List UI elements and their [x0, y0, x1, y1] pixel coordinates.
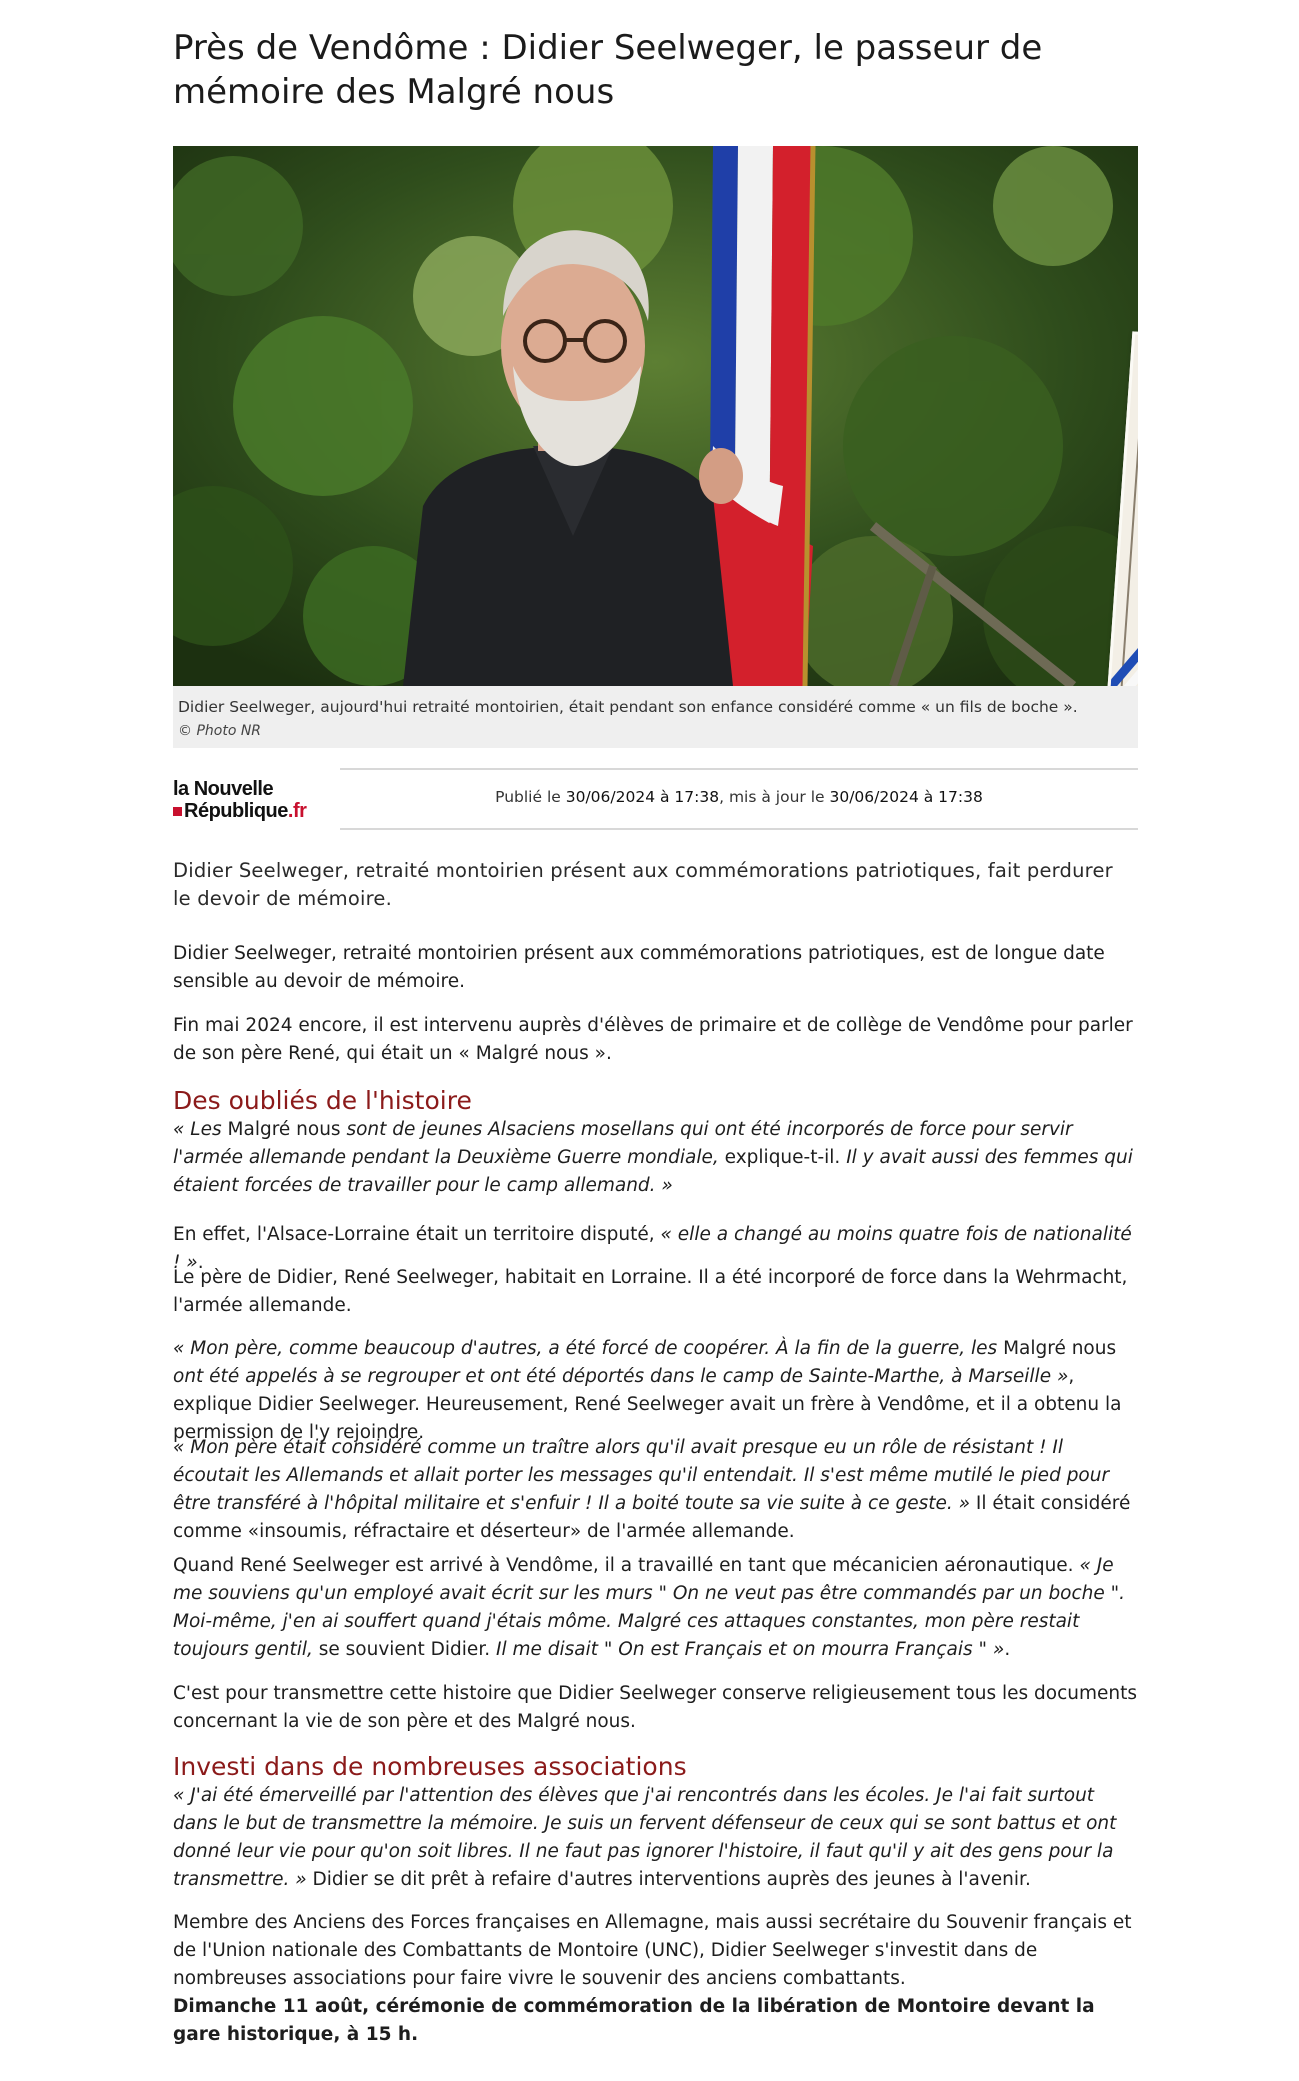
logo-line1: la Nouvelle: [173, 778, 274, 800]
publication-meta: Publié le 30/06/2024 à 17:38, mis à jour le 30/06/2024 à 17:38: [495, 788, 983, 806]
meta-divider-bottom: [340, 828, 1138, 830]
photo-illustration: [173, 146, 1138, 686]
article-title: Près de Vendôme : Didier Seelweger, le passeur de mémoire des Malgré nous: [173, 28, 1043, 112]
caption-text: Didier Seelweger, aujourd'hui retraité montoirien, était pendant son enfance considéré comme « un fils de boche ».: [178, 698, 1078, 716]
photo-credit: © Photo NR: [178, 723, 262, 739]
paragraph: « Mon père était considéré comme un traître alors qu'il avait presque eu un rôle de résistant ! Il écoutait les Allemands et allait porter les messages qu'il entendait. Il s'est même mutilé le pied pour être transféré à l'hôpital militaire et s'enfuir ! Il a boité toute sa vie suite à ce geste. » Il était considéré comme «insoumis, réfractaire et déserteur» de l'armée allemande.: [173, 1437, 1131, 1542]
logo-mark-icon: [173, 807, 182, 816]
paragraph: Didier Seelweger, retraité montoirien présent aux commémorations patriotiques, est de longue date sensible au devoir de mémoire.: [173, 943, 1105, 992]
paragraph: En effet, l'Alsace-Lorraine était un territoire disputé, « elle a changé au moins quatre fois de nationalité ! ».: [173, 1224, 1132, 1273]
paragraph: Le père de Didier, René Seelweger, habitait en Lorraine. Il a été incorporé de force dans la Wehrmacht, l'armée allemande.: [173, 1267, 1128, 1316]
event-announcement: Dimanche 11 août, cérémonie de commémoration de la libération de Montoire devant la gare historique, à 15 h.: [173, 1996, 1095, 2045]
meta-divider-top: [340, 768, 1138, 770]
photo-caption: [173, 686, 1138, 748]
published-date: 30/06/2024 à 17:38: [565, 788, 720, 806]
paragraph: C'est pour transmettre cette histoire que Didier Seelweger conserve religieusement tous les documents concernant la vie de son père et des Malgré nous.: [173, 1683, 1138, 1732]
paragraph: « J'ai été émerveillé par l'attention des élèves que j'ai rencontrés dans les écoles. Je l'ai fait surtout dans le but de transmettre la mémoire. Je suis un fervent défenseur de ceux qui se sont battus et ont donné leur vie pour qu'on soit libres. Il ne faut pas ignorer l'histoire, il faut qu'il y ait des gens pour la transmettre. » Didier se dit prêt à refaire d'autres interventions auprès des jeunes à l'avenir.: [173, 1785, 1117, 1890]
article-lead: Didier Seelweger, retraité montoirien présent aux commémorations patriotiques, fait perdurer le devoir de mémoire.: [173, 859, 1113, 910]
section-heading: Investi dans de nombreuses associations: [173, 1752, 687, 1781]
updated-date: 30/06/2024 à 17:38: [829, 788, 983, 806]
paragraph: « Mon père, comme beaucoup d'autres, a été forcé de coopérer. À la fin de la guerre, les Malgré nous ont été appelés à se regrouper et ont été déportés dans le camp de Sainte-Marthe, à Marseille », explique Didier Seelweger. Heureusement, René Seelweger avait un frère à Vendôme, et il a obtenu la permission de l'y rejoindre.: [173, 1338, 1122, 1443]
section-heading: Des oubliés de l'histoire: [173, 1086, 472, 1115]
paragraph: Quand René Seelweger est arrivé à Vendôme, il a travaillé en tant que mécanicien aéronautique. « Je me souviens qu'un employé avait écrit sur les murs " On ne veut pas être commandés par un boche ". Moi-même, j'en ai souffert quand j'étais môme. Malgré ces attaques constantes, mon père restait toujours gentil, se souvient Didier. Il me disait " On est Français et on mourra Français " ».: [173, 1555, 1126, 1660]
paragraph: Fin mai 2024 encore, il est intervenu auprès d'élèves de primaire et de collège de Vendôme pour parler de son père René, qui était un « Malgré nous ».: [173, 1015, 1133, 1064]
logo-line2: République: [184, 800, 288, 822]
nr-logo[interactable]: [173, 778, 343, 826]
paragraph: « Les Malgré nous sont de jeunes Alsaciens mosellans qui ont été incorporés de force pour servir l'armée allemande pendant la Deuxième Guerre mondiale, explique-t-il. Il y avait aussi des femmes qui étaient forcées de travailler pour le camp allemand. »: [173, 1119, 1133, 1196]
article-photo: [173, 146, 1138, 686]
paragraph: Membre des Anciens des Forces françaises en Allemagne, mais aussi secrétaire du Souvenir français et de l'Union nationale des Combattants de Montoire (UNC), Didier Seelweger s'investit dans de nombreuses associations pour faire vivre le souvenir des anciens combattants.: [173, 1912, 1132, 1989]
logo-suffix: .fr: [287, 800, 307, 822]
